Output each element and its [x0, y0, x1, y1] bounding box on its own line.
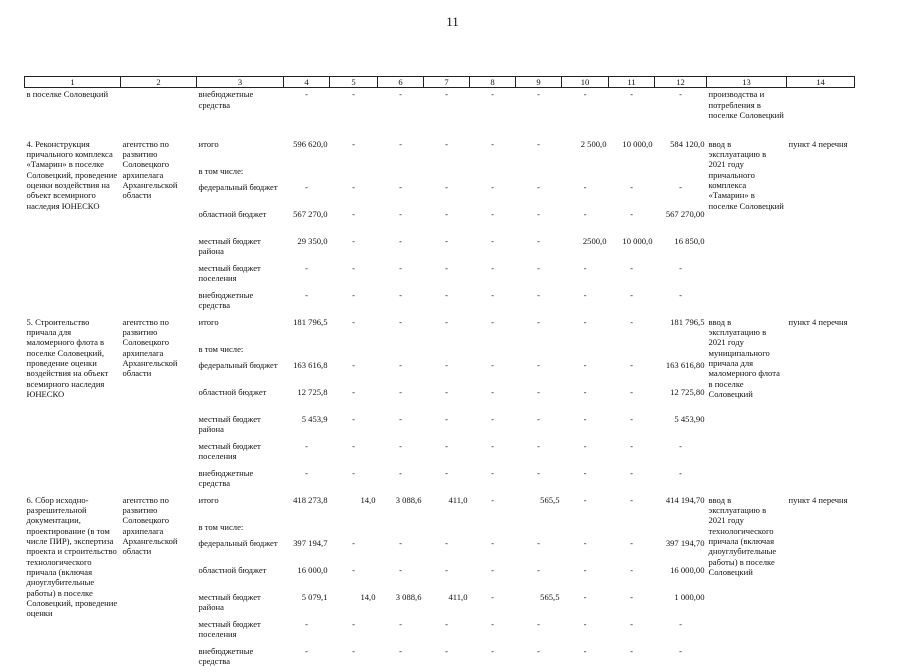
funding-value: - [491, 564, 494, 575]
funding-value [562, 343, 609, 359]
funding-value: - [352, 262, 355, 273]
funding-value [562, 521, 609, 537]
funding-value: - [491, 316, 494, 327]
funding-value: - [679, 618, 682, 629]
funding-value: 3 088,6 [395, 591, 422, 602]
column-header-9: 9 [516, 77, 562, 88]
funding-value: - [630, 359, 633, 370]
funding-value: - [445, 262, 448, 273]
funding-value: - [445, 564, 448, 575]
funding-value [424, 521, 470, 537]
funding-value: 2 500,0 [580, 138, 607, 149]
funding-value: 16 000,0 [297, 564, 328, 575]
expected-result: ввод в эксплуатацию в 2021 году причального комплекса «Тамарин» в поселке Соловецкий [708, 138, 784, 211]
funding-value: 397 194,70 [665, 537, 705, 548]
funding-value: - [352, 316, 355, 327]
funding-value [655, 165, 707, 181]
executor: агентство по развитию Соловецкого архипелага Архангельской области [122, 316, 178, 379]
measure-name: в поселке Соловецкий [26, 89, 109, 100]
funding-source: областной бюджет [198, 564, 267, 575]
funding-value: - [583, 359, 587, 370]
funding-value: - [679, 181, 682, 192]
funding-value: - [583, 208, 587, 219]
funding-source: федеральный бюджет [198, 181, 278, 192]
funding-value: - [352, 413, 355, 424]
funding-value: 584 120,0 [670, 138, 705, 149]
funding-value: - [630, 208, 633, 219]
funding-value: - [352, 618, 355, 629]
funding-value: - [399, 89, 402, 100]
funding-value: - [491, 494, 494, 505]
funding-value: - [399, 440, 402, 451]
funding-value: - [583, 289, 587, 300]
funding-value: - [352, 289, 355, 300]
funding-value: - [491, 262, 494, 273]
funding-value: - [399, 289, 402, 300]
funding-value: 163 616,8 [293, 359, 328, 370]
funding-value: - [630, 440, 633, 451]
funding-value [330, 343, 378, 359]
funding-value: - [305, 467, 308, 478]
funding-row [25, 494, 855, 521]
funding-value: 565,5 [540, 591, 560, 602]
funding-value: - [583, 89, 587, 100]
funding-value: - [445, 537, 448, 548]
funding-source: федеральный бюджет [198, 359, 278, 370]
funding-value: - [630, 467, 633, 478]
funding-value [470, 343, 516, 359]
funding-value: - [399, 564, 402, 575]
column-header-5: 5 [330, 77, 378, 88]
funding-value: - [491, 537, 494, 548]
expected-result: ввод в эксплуатацию в 2021 году технологического причала (включая дноуглубительные работы) в поселке Соловецкий [708, 494, 777, 577]
funding-value: 10 000,0 [622, 138, 653, 149]
executor: агентство по развитию Соловецкого архипелага Архангельской области [122, 494, 178, 557]
funding-value: - [491, 138, 494, 149]
funding-source: местный бюджет района [198, 591, 261, 613]
funding-value: 16 850,0 [674, 235, 705, 246]
funding-value: - [630, 645, 633, 656]
funding-value: - [445, 208, 448, 219]
funding-value [424, 165, 470, 181]
funding-source: в том числе: [198, 165, 244, 176]
funding-source: областной бюджет [198, 208, 267, 219]
funding-source: итого [198, 138, 219, 149]
funding-value [284, 165, 330, 181]
funding-value: - [583, 316, 587, 327]
funding-value: - [445, 316, 448, 327]
funding-source: местный бюджет поселения [198, 618, 261, 640]
funding-value: - [630, 181, 633, 192]
funding-value: - [445, 289, 448, 300]
funding-value [516, 521, 562, 537]
funding-value: - [583, 564, 587, 575]
funding-row [25, 316, 855, 343]
program-reference: пункт 4 перечня [788, 138, 848, 149]
funding-value: - [445, 89, 448, 100]
funding-value [470, 521, 516, 537]
funding-value: 5 453,9 [301, 413, 328, 424]
measure-name: 4. Реконструкция причального комплекса «Тамарин» в поселке Соловецкий, проведение оценки воздействия на объект всемирного наследия ЮНЕСКО [26, 138, 118, 211]
funding-value: - [399, 618, 402, 629]
funding-value: - [583, 413, 587, 424]
page-number: 11 [446, 14, 459, 29]
funding-value: - [537, 138, 540, 149]
funding-source: внебюджетные средства [198, 89, 254, 110]
funding-value: 567 270,0 [293, 208, 328, 219]
funding-value: - [491, 289, 494, 300]
column-header-12: 12 [655, 77, 707, 88]
funding-value: - [445, 618, 448, 629]
funding-value: 414 194,70 [665, 494, 705, 505]
funding-value: 16 000,00 [670, 564, 705, 575]
program-table [24, 76, 855, 672]
funding-value: - [352, 467, 355, 478]
funding-value: - [630, 262, 633, 273]
funding-value: - [305, 181, 308, 192]
funding-value: - [679, 89, 682, 100]
funding-value: - [491, 235, 494, 246]
funding-value [655, 521, 707, 537]
funding-value: 12 725,8 [297, 386, 328, 397]
expected-result: производства и потребления в поселке Соловецкий [708, 89, 784, 120]
funding-value: - [679, 262, 682, 273]
funding-value [609, 343, 655, 359]
funding-source: местный бюджет поселения [198, 262, 261, 284]
funding-value: 1 000,00 [674, 591, 705, 602]
funding-value: - [537, 89, 540, 100]
funding-value: - [352, 359, 355, 370]
measure-name: 6. Сбор исходно-разрешительной документации, проектирование (в том числе ПИР), экспертиза проекта и строительство технологического причала (включая дноуглубительные работы) в поселке Соловецкий, проведение оценки [26, 494, 118, 619]
funding-value: - [583, 386, 587, 397]
funding-value: - [537, 618, 540, 629]
funding-value: - [583, 591, 587, 602]
funding-value: - [399, 262, 402, 273]
funding-value: - [399, 138, 402, 149]
funding-value: - [399, 208, 402, 219]
funding-value: - [630, 413, 633, 424]
funding-value: - [679, 289, 682, 300]
funding-value: - [630, 494, 633, 505]
funding-value: - [491, 359, 494, 370]
funding-source: итого [198, 494, 219, 505]
funding-value: - [583, 440, 587, 451]
funding-value: 5 079,1 [301, 591, 328, 602]
funding-value: - [491, 386, 494, 397]
funding-value: - [491, 208, 494, 219]
funding-value: - [537, 564, 540, 575]
funding-value [655, 343, 707, 359]
executor: агентство по развитию Соловецкого архипелага Архангельской области [122, 138, 178, 201]
funding-value: - [630, 618, 633, 629]
measure-name: 5. Строительство причала для маломерного флота в поселке Соловецкий, проведение оценки воздействия на объект всемирного наследия ЮНЕСКО [26, 316, 109, 399]
funding-source: областной бюджет [198, 386, 267, 397]
funding-value [470, 165, 516, 181]
funding-value: 596 620,0 [293, 138, 328, 149]
column-header-11: 11 [609, 77, 655, 88]
funding-value: - [630, 537, 633, 548]
funding-value: 411,0 [448, 591, 468, 602]
funding-value: - [537, 289, 540, 300]
funding-value: - [352, 89, 355, 100]
funding-value: - [679, 467, 682, 478]
funding-value [516, 343, 562, 359]
funding-value: - [445, 235, 448, 246]
funding-value: 565,5 [540, 494, 560, 505]
funding-value: - [491, 413, 494, 424]
funding-value: 12 725,80 [670, 386, 705, 397]
funding-value: - [491, 618, 494, 629]
funding-value [378, 521, 424, 537]
funding-value: 397 194,7 [293, 537, 328, 548]
funding-value: - [352, 138, 355, 149]
funding-value: - [630, 386, 633, 397]
funding-value: 181 796,5 [293, 316, 328, 327]
funding-value: - [537, 537, 540, 548]
funding-value: 10 000,0 [622, 235, 653, 246]
funding-value: 567 270,00 [665, 208, 705, 219]
funding-value [378, 165, 424, 181]
funding-value: - [537, 262, 540, 273]
funding-value: - [630, 289, 633, 300]
funding-value [378, 343, 424, 359]
funding-value: - [537, 359, 540, 370]
continuation-row [25, 88, 855, 138]
funding-value: - [305, 440, 308, 451]
funding-value: - [445, 138, 448, 149]
funding-value: - [305, 618, 308, 629]
funding-value: - [491, 181, 494, 192]
expected-result: ввод в эксплуатацию в 2021 году муниципального причала для маломерного флота в поселке Соловецкий [708, 316, 780, 399]
funding-value: - [537, 208, 540, 219]
funding-source: местный бюджет поселения [198, 440, 261, 462]
column-header-2: 2 [121, 77, 197, 88]
funding-value: 29 350,0 [297, 235, 328, 246]
table-body [25, 88, 855, 672]
funding-value: - [537, 181, 540, 192]
funding-value: - [491, 89, 494, 100]
funding-source: в том числе: [198, 343, 244, 354]
funding-value [330, 165, 378, 181]
funding-value: - [445, 645, 448, 656]
funding-value: - [445, 413, 448, 424]
funding-value: - [352, 564, 355, 575]
funding-value: - [491, 467, 494, 478]
funding-value: - [679, 645, 682, 656]
column-header-7: 7 [424, 77, 470, 88]
funding-value: - [352, 235, 355, 246]
funding-value: - [583, 645, 587, 656]
column-header-14: 14 [787, 77, 855, 88]
funding-value: 5 453,90 [674, 413, 705, 424]
funding-value: - [399, 359, 402, 370]
funding-value [609, 165, 655, 181]
funding-value: - [399, 537, 402, 548]
funding-value [562, 165, 609, 181]
executor [121, 88, 197, 138]
funding-value: 181 796,5 [670, 316, 705, 327]
funding-value [284, 521, 330, 537]
funding-row [25, 138, 855, 165]
funding-value: 14,0 [360, 494, 376, 505]
funding-source: итого [198, 316, 219, 327]
funding-value: - [352, 645, 355, 656]
funding-value: - [630, 564, 633, 575]
program-reference: пункт 4 перечня [788, 494, 848, 505]
funding-value [609, 521, 655, 537]
funding-value: - [491, 440, 494, 451]
funding-value: - [352, 440, 355, 451]
funding-value: - [537, 413, 540, 424]
column-header-3: 3 [197, 77, 284, 88]
program-reference: пункт 4 перечня [788, 316, 848, 327]
funding-value: - [537, 386, 540, 397]
funding-value: 2500,0 [582, 235, 607, 246]
funding-source: внебюджетные средства [198, 467, 254, 489]
column-header-13: 13 [707, 77, 787, 88]
program-reference [787, 88, 855, 138]
funding-value: - [305, 89, 308, 100]
funding-value: - [630, 591, 633, 602]
column-header-4: 4 [284, 77, 330, 88]
funding-value: - [352, 208, 355, 219]
funding-value: - [583, 181, 587, 192]
funding-value: - [399, 316, 402, 327]
column-header-8: 8 [470, 77, 516, 88]
funding-value [330, 521, 378, 537]
funding-value: - [305, 645, 308, 656]
funding-value: - [399, 413, 402, 424]
column-header-10: 10 [562, 77, 609, 88]
funding-value: - [352, 386, 355, 397]
funding-source: местный бюджет района [198, 235, 261, 257]
funding-value: - [445, 386, 448, 397]
funding-value: - [630, 89, 633, 100]
funding-value: - [537, 235, 540, 246]
funding-value: - [583, 467, 587, 478]
funding-source: местный бюджет района [198, 413, 261, 435]
funding-value: - [445, 467, 448, 478]
funding-value: - [537, 645, 540, 656]
funding-source: внебюджетные средства [198, 289, 254, 311]
funding-value: - [491, 645, 494, 656]
funding-value: - [399, 386, 402, 397]
funding-source: внебюджетные средства [198, 645, 254, 667]
funding-value: - [445, 440, 448, 451]
column-header-6: 6 [378, 77, 424, 88]
funding-value: - [445, 359, 448, 370]
funding-value: - [491, 591, 494, 602]
funding-value: - [399, 467, 402, 478]
funding-value: - [679, 440, 682, 451]
funding-value [516, 165, 562, 181]
funding-value: - [305, 262, 308, 273]
funding-value: - [305, 289, 308, 300]
funding-source: федеральный бюджет [198, 537, 278, 548]
funding-value: - [399, 181, 402, 192]
funding-value: - [399, 235, 402, 246]
column-header-1: 1 [25, 77, 121, 88]
funding-value: 14,0 [360, 591, 376, 602]
funding-source: в том числе: [198, 521, 244, 532]
column-number-header [25, 77, 855, 88]
funding-value: 163 616,80 [665, 359, 705, 370]
funding-value: 3 088,6 [395, 494, 422, 505]
funding-value: - [399, 645, 402, 656]
funding-value: - [630, 316, 633, 327]
funding-value: - [352, 181, 355, 192]
funding-value [424, 343, 470, 359]
funding-value: 418 273,8 [293, 494, 328, 505]
funding-value: - [583, 262, 587, 273]
funding-value [284, 343, 330, 359]
funding-value: - [537, 467, 540, 478]
funding-value: - [352, 537, 355, 548]
funding-value: - [537, 440, 540, 451]
funding-value: - [583, 537, 587, 548]
funding-value: - [537, 316, 540, 327]
funding-value: - [583, 618, 587, 629]
funding-value: - [583, 494, 587, 505]
funding-value: 411,0 [448, 494, 468, 505]
funding-value: - [445, 181, 448, 192]
